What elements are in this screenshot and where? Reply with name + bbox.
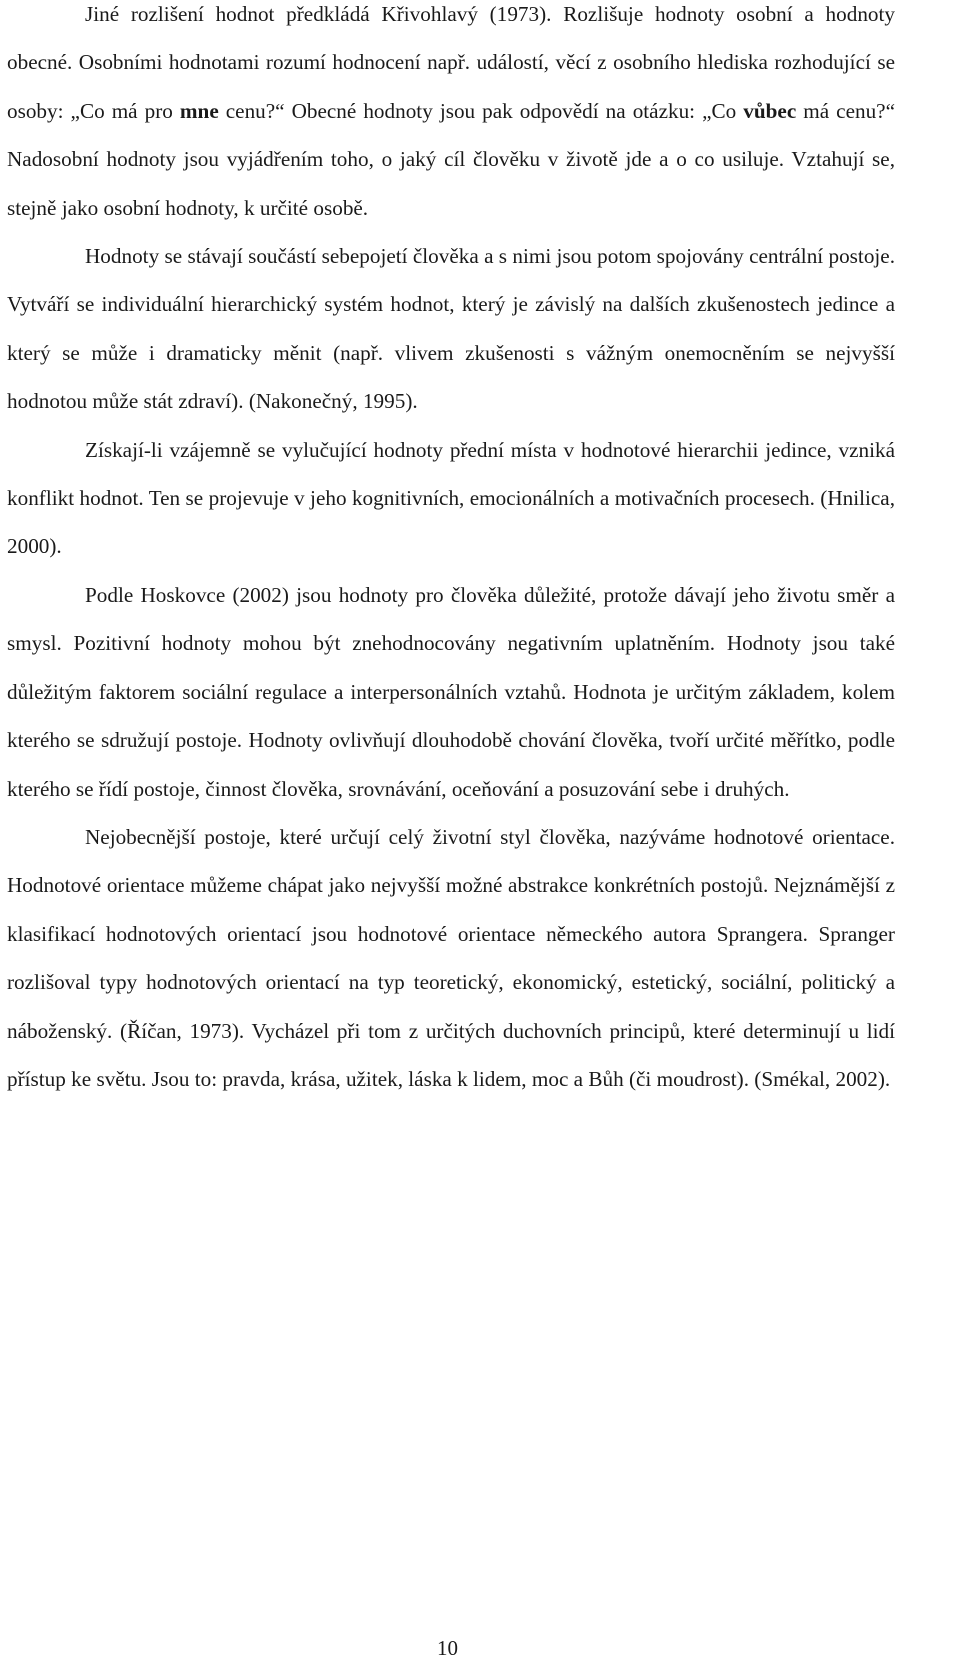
text-run: má cenu?“ Nadosobní hodnoty jsou vyjádřením toho, o jaký cíl člověku v životě jde a o co usiluje. Vztahují se, stejně jako osobní hodnoty, k určité osobě. bbox=[7, 98, 895, 220]
bold-run: vůbec bbox=[743, 98, 797, 123]
page-number: 10 bbox=[437, 1636, 458, 1660]
text-run: Jiné rozlišení hodnot předkládá Křivohlavý (1973). Rozlišuje hodnoty osobní a hodnoty obecné. Osobními hodnotami rozumí hodnocení např. událostí, věcí z osobního hlediska rozhodující se osoby: „Co má pro bbox=[7, 2, 895, 123]
paragraph-value-orientations bbox=[7, 813, 895, 1103]
paragraph-personal-values bbox=[7, 0, 895, 232]
text-run: Získají-li vzájemně se vylučující hodnoty přední místa v hodnotové hierarchii jedince, vzniká konflikt hodnot. Ten se projevuje v jeho kognitivních, emocionálních a motivačních procesech. (Hnilica, 2000). bbox=[7, 437, 895, 559]
text-run: Hodnoty se stávají součástí sebepojetí člověka a s nimi jsou potom spojovány centrální postoje. Vytváří se individuální hierarchický systém hodnot, který je závislý na dalších zkušenostech jedince a který se může i dramaticky měnit (např. vlivem zkušenosti s vážným onemocněním se nejvyšší hodnotou může stát zdraví). (Nakonečný, 1995). bbox=[7, 244, 895, 414]
paragraph-hoskovec bbox=[7, 571, 895, 813]
paragraph-self-concept bbox=[7, 232, 895, 426]
bold-run: mne bbox=[179, 98, 219, 123]
body-text bbox=[7, 0, 895, 1103]
document-page bbox=[7, 0, 895, 1680]
text-run: Podle Hoskovce (2002) jsou hodnoty pro člověka důležité, protože dávají jeho životu směr a smysl. Pozitivní hodnoty mohou být znehodnocovány negativním uplatněním. Hodnoty jsou také důležitým faktorem sociální regulace a interpersonálních vztahů. Hodnota je určitým základem, kolem kterého se sdružují postoje. Hodnoty ovlivňují dlouhodobě chování člověka, tvoří určité měřítko, podle kterého se řídí postoje, činnost člověka, srovnávání, oceňování a posuzování sebe i druhých. bbox=[7, 582, 895, 801]
paragraph-value-conflict bbox=[7, 426, 895, 571]
text-run: Nejobecnější postoje, které určují celý životní styl člověka, nazýváme hodnotové orientace. Hodnotové orientace můžeme chápat jako nejvyšší možné abstrakce konkrétních postojů. Nejznámější z klasifikací hodnotových orientací jsou hodnotové orientace německého autora Sprangera. Spranger rozlišoval typy hodnotových orientací na typ teoretický, ekonomický, estetický, sociální, politický a náboženský. (Říčan, 1973). Vycházel při tom z určitých duchovních principů, které determinují u lidí přístup ke světu. Jsou to: pravda, krása, užitek, láska k lidem, moc a Bůh (či moudrost). (Smékal, 2002). bbox=[7, 824, 895, 1091]
text-run: cenu?“ Obecné hodnoty jsou pak odpovědí na otázku: „Co bbox=[218, 98, 744, 123]
